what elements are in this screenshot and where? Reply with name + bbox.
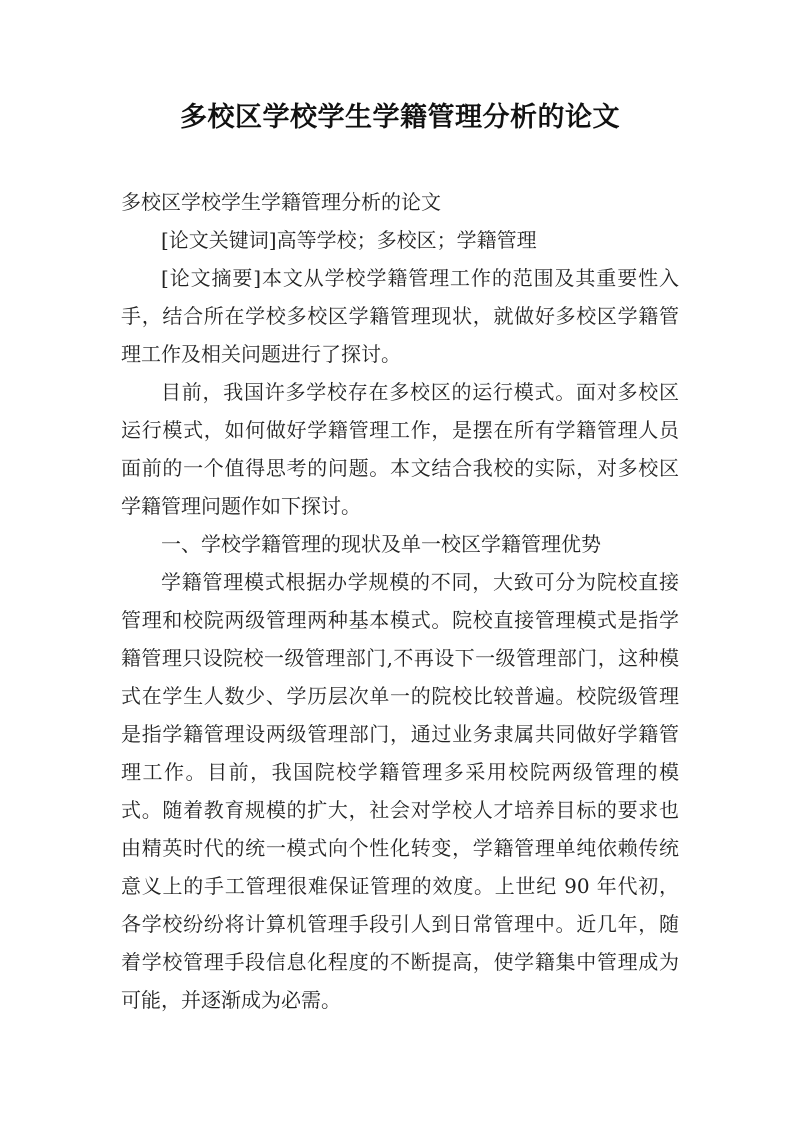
section-heading-1: 一、学校学籍管理的现状及单一校区学籍管理优势	[161, 532, 601, 556]
document-body	[121, 183, 679, 1019]
paragraph-intro: 目前，我国许多学校存在多校区的运行模式。面对多校区运行模式，如何做好学籍管理工作，是摆在所有学籍管理人员面前的一个值得思考的问题。本文结合我校的实际，对多校区学籍管理问题作如下探讨。	[121, 380, 679, 518]
paragraph-body-1: 学籍管理模式根据办学规模的不同，大致可分为院校直接管理和校院两级管理两种基本模式。院校直接管理模式是指学籍管理只设院校一级管理部门,不再设下一级管理部门，这种模式在学生人数少、学历层次单一的院校比较普遍。校院级管理是指学籍管理设两级管理部门，通过业务隶属共同做好学籍管理工作。目前，我国院校学籍管理多采用校院两级管理的模式。随着教育规模的扩大，社会对学校人才培养目标的要求也由精英时代的统一模式向个性化转变，学籍管理单纯依赖传统意义上的手工管理很难保证管理的效度。上世纪 90 年代初，各学校纷纷将计算机管理手段引人到日常管理中。近几年，随着学校管理手段信息化程度的不断提高，使学籍集中管理成为可能，并逐渐成为必需。	[121, 570, 679, 1012]
document-title: 多校区学校学生学籍管理分析的论文	[180, 102, 620, 133]
paragraph-abstract: [论文摘要]本文从学校学籍管理工作的范围及其重要性入手，结合所在学校多校区学籍管理现状，就做好多校区学籍管理工作及相关问题进行了探讨。	[121, 266, 679, 366]
paragraph-subtitle: 多校区学校学生学籍管理分析的论文	[121, 190, 441, 214]
paragraph-keywords: [论文关键词]高等学校；多校区；学籍管理	[161, 228, 537, 252]
